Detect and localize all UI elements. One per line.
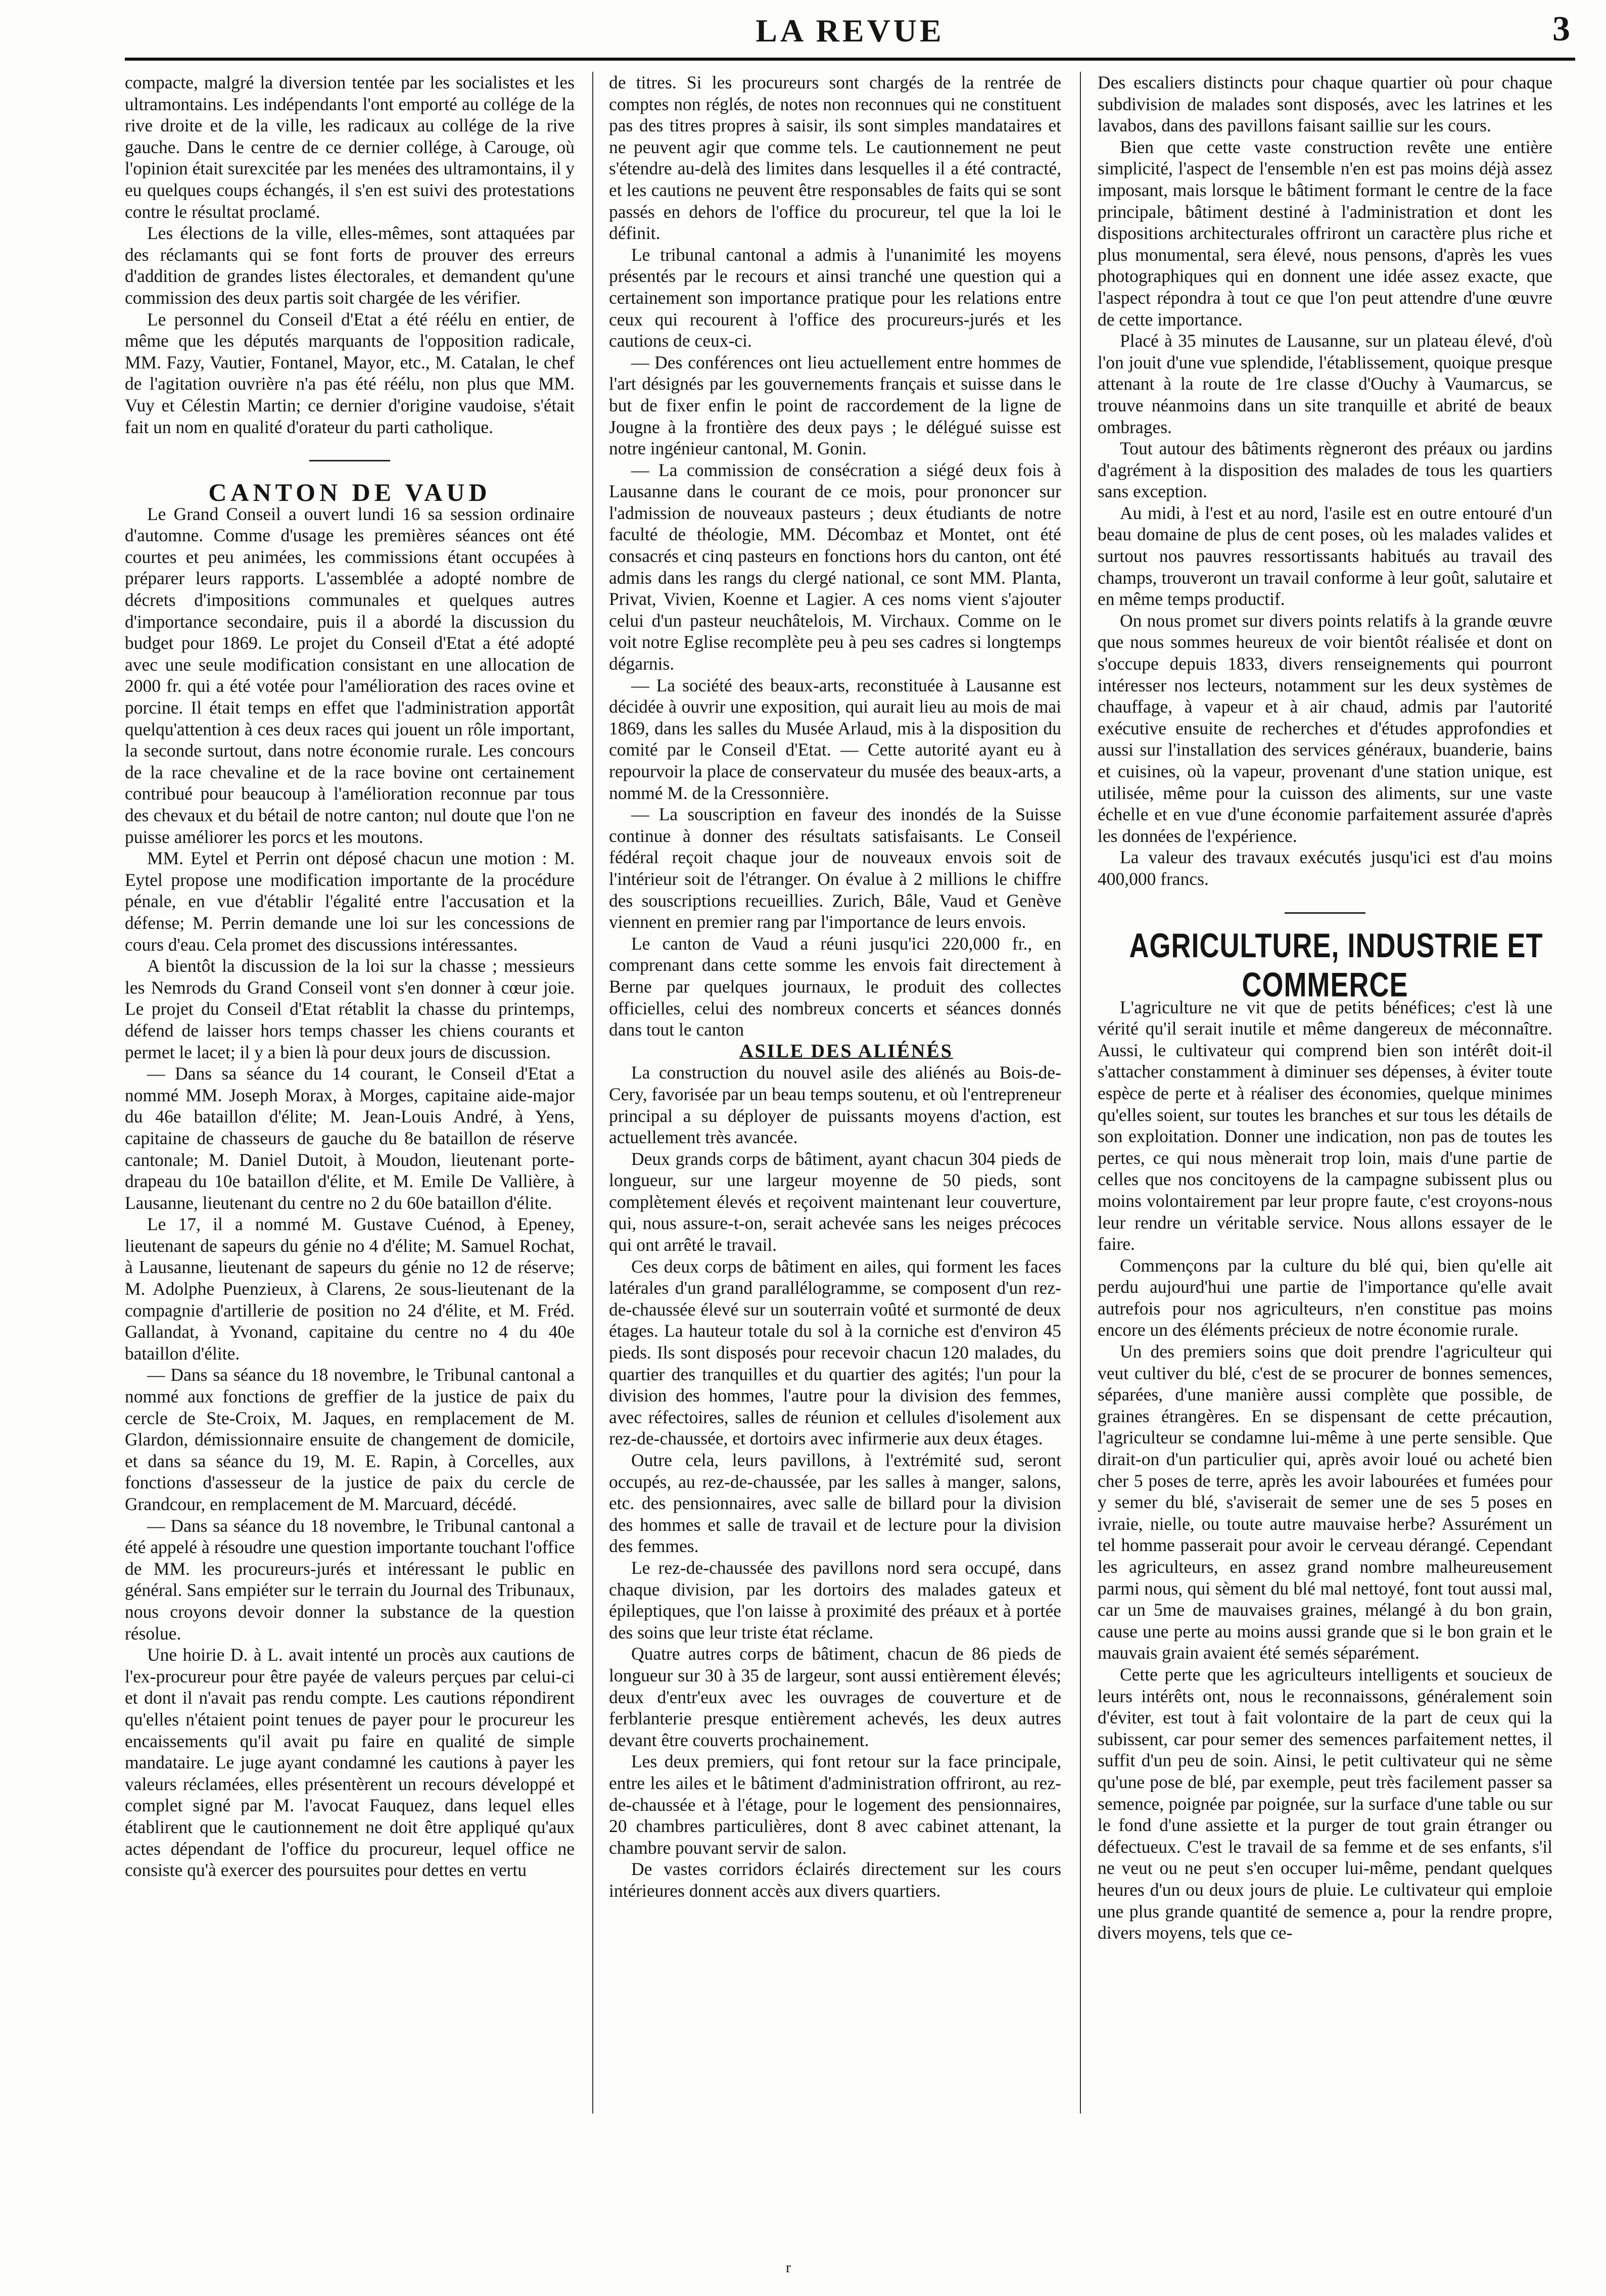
paragraph: — La souscription en faveur des inondés de la Suisse continue à donner des résultats satisfaisants. Le Conseil fédéral reçoit chaque jour de nouveaux envois soit de l'intérieur soit de l'étranger. On évalue à 2 millions le chiffre des souscriptions recueillies. Zurich, Bâle, Vaud et Genève viennent en premier rang par l'importance de leurs envois. <box>609 804 1061 932</box>
paragraph: Quatre autres corps de bâtiment, chacun de 86 pieds de longueur sur 30 à 35 de largeur, sont aussi entièrement élevés; deux d'entr'eux avec les ouvrages de couverture et de ferblanterie presque entièrement achevés, les deux autres devant être couverts prochainement. <box>609 1644 1061 1750</box>
paragraph: — Dans sa séance du 14 courant, le Conseil d'Etat a nommé MM. Joseph Morax, à Morges, capitaine aide-major du 46e bataillon d'élite; M. Jean-Louis André, à Yens, capitaine de chasseurs de gauche du 8e bataillon de réserve cantonale; M. Daniel Dutoit, à Moudon, lieutenant porte-drapeau du 10e bataillon d'élite, et M. Emile De Vallière, à Lausanne, lieutenant du centre no 2 du 60e bataillon d'élite. <box>125 1063 575 1213</box>
column-1 <box>125 72 575 2114</box>
paragraph: Bien que cette vaste construction revête une entière simplicité, l'aspect de l'ensemble n'en est pas moins déjà assez imposant, mais lorsque le bâtiment formant le centre de la face principale, bâtiment destiné à l'administration et dont les dispositions architecturales offriront un caractère plus riche et plus monumental, sera élevé, nous pensons, d'après les vues photographiques qui en donnent une idée assez exacte, que l'aspect répondra à tout ce que l'on peut attendre d'une œuvre de cette importance. <box>1098 136 1552 330</box>
column-3 <box>1098 72 1552 2114</box>
paragraph: — Des conférences ont lieu actuellement entre hommes de l'art désignés par les gouvernements français et suisse dans le but de fixer enfin le point de raccordement de la ligne de Jougne à la frontière des deux pays ; le délégué suisse est notre ingénieur cantonal, M. Gonin. <box>609 352 1061 459</box>
column-divider <box>1080 72 1081 2114</box>
paragraph: Tout autour des bâtiments règneront des préaux ou jardins d'agrément à la disposition des malades de tous les quartiers sans exception. <box>1098 438 1552 502</box>
section-heading: ASILE DES ALIÉNÉS <box>739 1040 953 1062</box>
paragraph: Des escaliers distincts pour chaque quartier où pour chaque subdivision de malades sont disposés, avec les latrines et les lavabos, dans des pavillons faisant saillie sur les cours. <box>1098 72 1552 136</box>
section-separator <box>1285 912 1365 914</box>
paragraph: Le personnel du Conseil d'Etat a été réélu en entier, de même que les députés marquants de l'opposition radicale, MM. Fazy, Vautier, Fontanel, Mayor, etc., M. Catalan, le chef de l'agitation ouvrière n'a pas été réélu, non plus que MM. Vuy et Célestin Martin; ce dernier d'origine vaudoise, s'était fait un nom en qualité d'orateur du parti catholique. <box>125 309 575 437</box>
section-heading: AGRICULTURE, INDUSTRIE ET COMMERCE <box>1129 926 1543 1004</box>
paragraph: Outre cela, leurs pavillons, à l'extrémité sud, seront occupés, au rez-de-chaussée, par les salles à manger, salons, etc. des pensionnaires, avec salle de billard pour la division des hommes et salle de travail et de lecture pour la division des femmes. <box>609 1450 1061 1557</box>
paragraph: — La commission de consécration a siégé deux fois à Lausanne dans le courant de ce mois, pour prononcer sur l'admission de nouveaux pasteurs ; deux étudiants de notre faculté de théologie, MM. Décombaz et Montet, ont été consacrés et cinq pasteurs en fonctions hors du canton, ont été admis dans les rangs du clergé national, ce sont MM. Planta, Privat, Vivien, Koenne et Lagier. A ces noms vient s'ajouter celui d'un pasteur neuchâtelois, M. Virchaux. Comme on le voit notre Eglise recomplète peu à peu ses cadres si longtemps dégarnis. <box>609 459 1061 674</box>
paragraph: La valeur des travaux exécutés jusqu'ici est d'au moins 400,000 francs. <box>1098 847 1552 889</box>
page-number: 3 <box>1552 10 1570 49</box>
footer-mark: r <box>786 2259 791 2276</box>
paragraph: Un des premiers soins que doit prendre l'agriculteur qui veut cultiver du blé, c'est de se procurer de bonnes semences, séparées, d'une manière aussi complète que possible, de graines étrangères. En se dispensant de cette précaution, l'agriculteur se condamne lui-même à une perte sensible. Que dirait-on d'un particulier qui, après avoir loué ou acheté bien cher 5 poses de terre, après les avoir labourées et fumées pour y semer du blé, s'aviserait de semer une de ses 5 poses en ivraie, nielle, ou toute autre mauvaise herbe? Assurément un tel homme passerait pour avoir le cerveau dérangé. Cependant les agriculteurs, en assez grand nombre malheureusement parmi nous, qui sèment du blé mal nettoyé, font tout aussi mal, car un 5me de mauvaises graines, mélangé à du bon grain, cause une perte au moins aussi grande que si le bon grain et le mauvais grain avaient été semés séparément. <box>1098 1341 1552 1663</box>
paragraph: De vastes corridors éclairés directement sur les cours intérieures donnent accès aux divers quartiers. <box>609 1859 1061 1901</box>
paragraph: L'agriculture ne vit que de petits bénéfices; c'est là une vérité qu'il serait inutile et même dangereux de méconnaître. Aussi, le cultivateur qui comprend bien son intérêt doit-il s'attacher constamment à diminuer ses dépenses, à éviter toute espèce de perte et à réaliser des économies, quelque minimes qu'elles soient, sur toutes les branches et sur tous les détails de son exploitation. Donner une indication, non pas de toutes les pertes, ce qui nous mènerait trop loin, mais d'une partie de celles que nos concitoyens de la campagne subissent plus ou moins volontairement par leur propre faute, c'est croyons-nous leur rendre un véritable service. Nous allons essayer de le faire. <box>1098 997 1552 1254</box>
paragraph: — Dans sa séance du 18 novembre, le Tribunal cantonal a été appelé à résoudre une question importante touchant l'office de MM. les procureurs-jurés et intéressant le public en général. Sans empiéter sur le terrain du Journal des Tribunaux, nous croyons devoir donner la substance de la question résolue. <box>125 1515 575 1644</box>
paragraph: La construction du nouvel asile des aliénés au Bois-de-Cery, favorisée par un beau temps soutenu, et où l'entrepreneur principal a su déployer de puissants moyens d'action, est actuellement très avancée. <box>609 1062 1061 1148</box>
paragraph: Le canton de Vaud a réuni jusqu'ici 220,000 fr., en comprenant dans cette somme les envois fait directement à Berne par quelques journaux, le produit des collectes officielles, celui des nombreux concerts et séances donnés dans tout le canton <box>609 933 1061 1040</box>
paragraph: — La société des beaux-arts, reconstituée à Lausanne est décidée à ouvrir une exposition, qui aurait lieu au mois de mai 1869, dans les salles du Musée Arlaud, mis à la disposition du comité par le Conseil d'Etat. — Cette autorité ayant eu à repourvoir la place de conservateur du musée des beaux-arts, a nommé M. de la Cressonnière. <box>609 675 1061 803</box>
paragraph: Les deux premiers, qui font retour sur la face principale, entre les ailes et le bâtiment d'administration offriront, au rez-de-chaussée et à l'étage, pour le logement des pensionnaires, 20 chambres particulières, dont 8 avec cabinet attenant, la chambre pouvant servir de salon. <box>609 1751 1061 1858</box>
paragraph: Cette perte que les agriculteurs intelligents et soucieux de leurs intérêts ont, nous le reconnaissons, généralement soin d'éviter, est tout à fait volontaire de la part de ceux qui la subissent, car pour semer des semences parfaitement nettes, il suffit d'un peu de soin. Ainsi, le petit cultivateur qui ne sème qu'une pose de blé, par exemple, peut très facilement passer sa semence, poignée par poignée, sur la surface d'une table ou sur le fond d'une assiette et la purger de tout grain étranger ou défectueux. C'est le travail de sa femme et de ses enfants, s'il ne veut ou ne peut s'en occuper lui-même, pendant quelques heures d'un ou deux jours de pluie. Le cultivateur qui emploie une plus grande quantité de semence a, pour la rendre propre, divers moyens, tels que ce- <box>1098 1664 1552 1943</box>
paragraph: Le 17, il a nommé M. Gustave Cuénod, à Epeney, lieutenant de sapeurs du génie no 4 d'élite; M. Samuel Rochat, à Lausanne, lieutenant de sapeurs du génie no 12 de réserve; M. Adolphe Puenzieux, à Clarens, 2e sous-lieutenant de la compagnie d'artillerie de position no 24 d'élite, et M. Fréd. Gallandat, à Yvonand, capitaine du centre no 4 du 40e bataillon d'élite. <box>125 1214 575 1364</box>
header-rule <box>125 58 1575 61</box>
paragraph: Le Grand Conseil a ouvert lundi 16 sa session ordinaire d'automne. Comme d'usage les premières séances ont été courtes et peu animées, les commissions étant occupées à préparer leurs rapports. L'assemblée a adopté nombre de décrets d'impositions communales et quelques autres d'importance secondaire, puis il a abordé la discussion du budget pour 1869. Le projet du Conseil d'Etat a été adopté avec une seule modification consistant en une allocation de 2000 fr. qui a été votée pour l'amélioration des races ovine et porcine. Il était temps en effet que l'administration apportât quelqu'attention à ces deux races qui jouent un rôle important, la seconde surtout, dans notre économie rurale. Les concours de la race chevaline et de la race bovine ont certainement contribué pour beaucoup à l'amélioration reconnue par tous des chevaux et du bétail de notre canton; nul doute que l'on ne puisse améliorer les porcs et les moutons. <box>125 503 575 847</box>
paragraph: A bientôt la discussion de la loi sur la chasse ; messieurs les Nemrods du Grand Conseil vont s'en donner à cœur joie. Le projet du Conseil d'Etat rétablit la chasse du printemps, défend de laisser hors temps chasser les chiens courants et permet le lacet; il y a bien là pour deux jours de discussion. <box>125 956 575 1062</box>
paragraph: Ces deux corps de bâtiment en ailes, qui forment les faces latérales d'un grand parallélogramme, se composent d'un rez-de-chaussée élevé sur un souterrain voûté et surmonté de deux étages. La hauteur totale du sol à la corniche est d'environ 45 pieds. Ils sont disposés pour recevoir chacun 120 malades, du quartier des tranquilles et du quartier des agités; l'un pour la division des hommes, l'autre pour la division des femmes, avec réfectoires, salles de réunion et cellules d'isolement aux rez-de-chaussée, et dortoirs avec infirmerie aux deux étages. <box>609 1256 1061 1449</box>
paragraph: compacte, malgré la diversion tentée par les socialistes et les ultramontains. Les indépendants l'ont emporté au collége de la rive droite et de la ville, les radicaux au collége de la rive gauche. Dans le centre de ce dernier collége, à Carouge, où l'opinion était surexcitée par les menées des ultramontains, il y eu quelques coups échangés, il s'en est suivi des protestations contre le résultat proclamé. <box>125 72 575 222</box>
paragraph: Deux grands corps de bâtiment, ayant chacun 304 pieds de longueur, sur une largeur moyenne de 50 pieds, sont complètement élevés et reçoivent maintenant leur couverture, qui, nous assure-t-on, serait achevée sans les neiges précoces qui ont arrêté le travail. <box>609 1148 1061 1255</box>
paragraph: Le tribunal cantonal a admis à l'unanimité les moyens présentés par le recours et ainsi tranché une question qui a certainement son importance pratique pour les relations entre ceux qui recourent à l'office des procureurs-jurés et les cautions de ceux-ci. <box>609 244 1061 351</box>
column-divider <box>592 72 593 2114</box>
paragraph: MM. Eytel et Perrin ont déposé chacun une motion : M. Eytel propose une modification importante de la procédure pénale, en vue d'établir l'égalité entre l'accusation et la défense; M. Perrin demande une loi sur les concessions de cours d'eau. Cela promet des discussions intéressantes. <box>125 848 575 955</box>
paragraph: Le rez-de-chaussée des pavillons nord sera occupé, dans chaque division, par les dortoirs des malades gateux et épileptiques, que l'on laisse à proximité des préaux et à portée des soins que leur triste état réclame. <box>609 1557 1061 1643</box>
paragraph: — Dans sa séance du 18 novembre, le Tribunal cantonal a nommé aux fonctions de greffier de la justice de paix du cercle de Ste-Croix, M. Jaques, en remplacement de M. Glardon, démissionnaire ensuite de changement de domicile, et dans sa séance du 19, M. E. Rapin, à Corcelles, aux fonctions d'assesseur de la justice de paix du cercle de Grandcour, en remplacement de M. Marcuard, décédé. <box>125 1365 575 1514</box>
page-header <box>125 9 1575 56</box>
paragraph: Placé à 35 minutes de Lausanne, sur un plateau élevé, d'où l'on jouit d'une vue splendide, l'établissement, quoique presque attenant à la route de 1re classe d'Ouchy à Vaumarcus, se trouve néanmoins dans un site tranquille et abrité de beaux ombrages. <box>1098 331 1552 437</box>
paragraph: Commençons par la culture du blé qui, bien qu'elle ait perdu aujourd'hui une partie de l'importance qu'elle avait autrefois pour nos agriculteurs, n'en constitue pas moins encore un des éléments précieux de notre économie rurale. <box>1098 1255 1552 1340</box>
paragraph: de titres. Si les procureurs sont chargés de la rentrée de comptes non réglés, de notes non reconnues qui ne constituent pas des titres propres à saisir, ils sont simples mandataires et ne peuvent agir que comme tels. Le cautionnement ne peut s'étendre au-delà des limites dans lesquelles il a été contracté, et les cautions ne peuvent être responsables de faits qui se sont passés en dehors de l'office du procureur, tel que la loi le définit. <box>609 72 1061 244</box>
paragraph: On nous promet sur divers points relatifs à la grande œuvre que nous sommes heureux de voir bientôt réalisée et dont on s'occupe depuis 1833, divers renseignements qui pourront intéresser nos lecteurs, notamment sur les deux systèmes de chauffage, à vapeur et à air chaud, admis par l'autorité exécutive ensuite de recherches et d'études approfondies et aussi sur l'installation des services généraux, buanderie, bains et cuisines, où la vapeur, provenant d'une station unique, est utilisée, même pour la cuisson des aliments, sur une vaste échelle et en vue d'une économie parfaitement assurée d'après les données de l'expérience. <box>1098 610 1552 846</box>
section-separator <box>309 460 390 461</box>
paragraph: Une hoirie D. à L. avait intenté un procès aux cautions de l'ex-procureur pour être payée de valeurs perçues par celui-ci et dont il n'avait pas rendu compte. Les cautions répondirent qu'elles n'étaient point tenues de payer pour le procureur les encaissements qu'il avait pu faire en qualité de simple mandataire. Le juge ayant condamné les cautions à payer les valeurs réclamées, elles présentèrent un recours développé et complet signé par M. l'avocat Fauquez, dans lequel elles établirent que le cautionnement ne doit être appliqué qu'aux actes dépendant de l'office du procureur, lequel office ne consiste qu'à exercer des poursuites pour dettes en vertu <box>125 1645 575 1881</box>
paragraph: Les élections de la ville, elles-mêmes, sont attaquées par des réclamants qui se font forts de prouver des erreurs d'addition de grandes listes électorales, et demandent qu'une commission des deux partis soit chargée de les vérifier. <box>125 223 575 308</box>
column-2 <box>609 72 1061 2114</box>
paragraph: Au midi, à l'est et au nord, l'asile est en outre entouré d'un beau domaine de plus de cent poses, où les malades valides et surtout nos pauvres ressortissants habitués au travail des champs, trouveront un travail conforme à leur goût, salutaire et en même temps productif. <box>1098 502 1552 610</box>
section-heading: CANTON DE VAUD <box>208 478 491 507</box>
newspaper-title: LA REVUE <box>755 13 944 49</box>
